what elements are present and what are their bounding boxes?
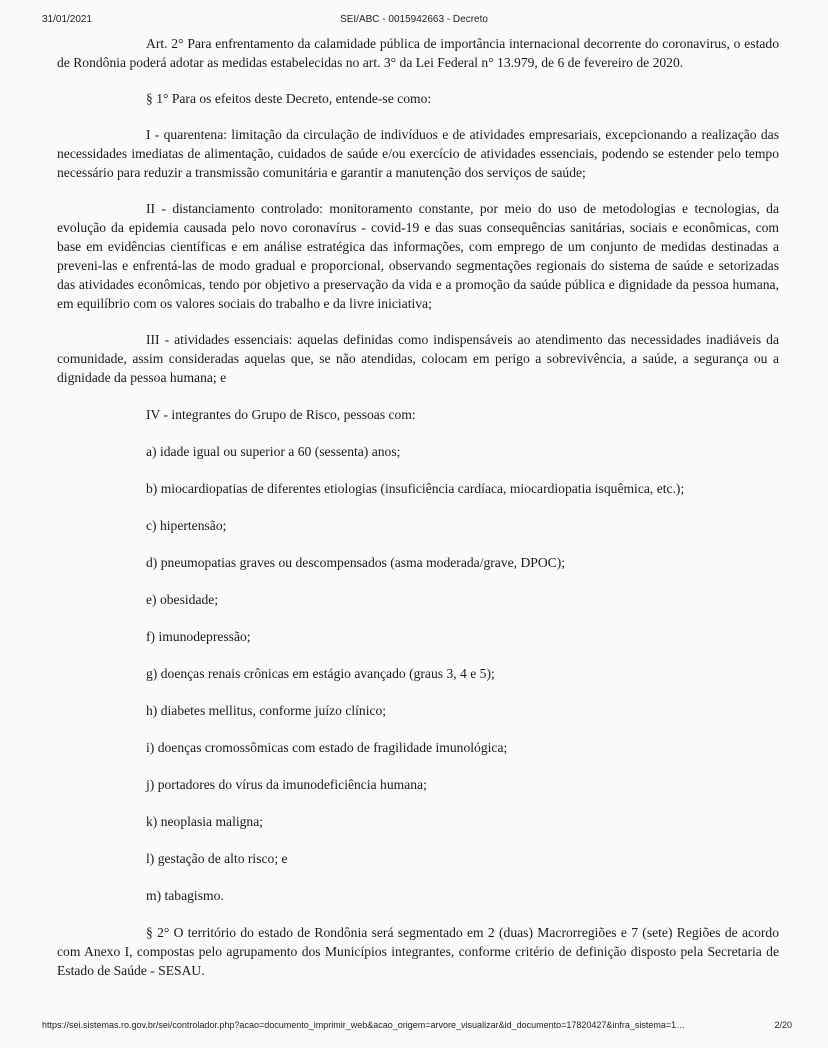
item-distanciamento: II - distanciamento controlado: monitoramento constante, por meio do uso de metodologias e tecnologias, da evolução da epidemia causada pelo novo coronavírus - covid-19 e das suas consequências sanitárias, sociais e econômicas, com base em evidências científicas e em análise estratégica das informações, com emprego de um conjunto de medidas destinadas a preveni-las e enfrentá-las de modo gradual e proporcional, observando segmentações regionais do sistema de saúde e setorizadas das atividades econômicas, tendo por objetivo a preservação da vida e a promoção da saúde pública e dignidade da pessoa humana, em equilíbrio com os valores sociais do trabalho e da livre iniciativa; (57, 201, 779, 311)
item-grupo-risco: IV - integrantes do Grupo de Risco, pessoas com: (146, 407, 416, 422)
page-number: 2/20 (774, 1020, 792, 1030)
list-item: b) miocardiopatias de diferentes etiologias (insuficiência cardíaca, miocardiopatia isquêmica, etc.); (146, 481, 685, 496)
list-item: h) diabetes mellitus, conforme juízo clínico; (146, 703, 387, 718)
list-item: l) gestação de alto risco; e (146, 851, 288, 866)
print-footer (42, 1020, 792, 1034)
item-quarentena: I - quarentena: limitação da circulação de indivíduos e de atividades empresariais, excepcionando a realização das necessidades imediatas de alimentação, cuidados de saúde e/ou exercício de atividades essenciais, podendo se estender pelo tempo necessário para reduzir a transmissão comunitária e garantir a manutenção dos serviços de saúde; (57, 127, 779, 180)
list-item: i) doenças cromossômicas com estado de fragilidade imunológica; (146, 740, 508, 755)
list-item: m) tabagismo. (146, 888, 224, 903)
list-item: a) idade igual ou superior a 60 (sessenta) anos; (146, 444, 401, 459)
paragraph-2: § 2° O território do estado de Rondônia será segmentado em 2 (duas) Macrorregiões e 7 (sete) Regiões de acordo com Anexo I, compostas pelo agrupamento dos Municípios integrantes, conforme critério de definição disposto pela Secretaria de Estado de Saúde - SESAU. (57, 925, 779, 978)
list-item: j) portadores do vírus da imunodeficiência humana; (146, 777, 427, 792)
item-atividades-essenciais: III - atividades essenciais: aquelas definidas como indispensáveis ao atendimento das necessidades inadiáveis da comunidade, assim consideradas aquelas que, se não atendidas, colocam em perigo a sobrevivência, a saúde, a segurança ou a dignidade da pessoa humana; e (57, 332, 779, 385)
document-title: SEI/ABC - 0015942663 - Decreto (340, 14, 488, 25)
print-date: 31/01/2021 (42, 14, 93, 25)
list-item: e) obesidade; (146, 592, 219, 607)
document-body (57, 34, 779, 980)
list-item: g) doenças renais crônicas em estágio avançado (graus 3, 4 e 5); (146, 666, 495, 681)
article-2: Art. 2° Para enfrentamento da calamidade pública de importância internacional decorrente do coronavirus, o estado de Rondônia poderá adotar as medidas estabelecidas no art. 3° da Lei Federal n° 13.979, de 6 de fevereiro de 2020. (57, 36, 779, 70)
list-item: f) imunodepressão; (146, 629, 251, 644)
document-url: https://sei.sistemas.ro.gov.br/sei/controlador.php?acao=documento_imprimir_web&acao_origem=arvore_visualizar&id_documento=17820427&infra_sistema=1… (42, 1020, 686, 1030)
list-item: k) neoplasia maligna; (146, 814, 264, 829)
paragraph-1: § 1° Para os efeitos deste Decreto, entende-se como: (146, 91, 432, 106)
list-item: c) hipertensão; (146, 518, 227, 533)
list-item: d) pneumopatias graves ou descompensados (asma moderada/grave, DPOC); (146, 555, 566, 570)
print-header (0, 14, 828, 30)
